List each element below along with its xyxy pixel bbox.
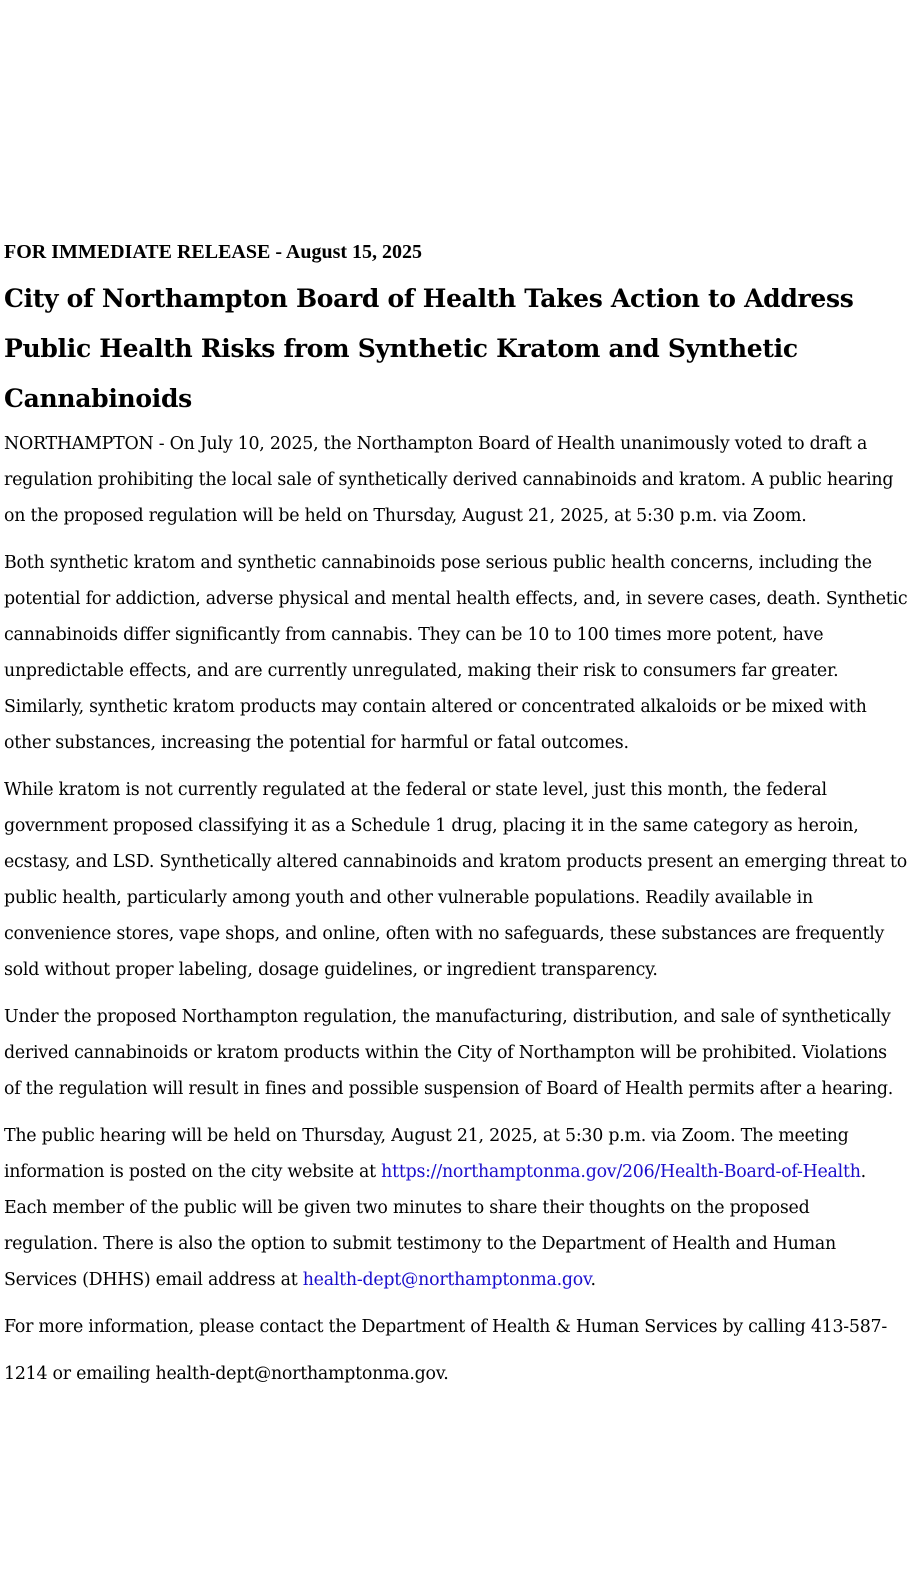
headline: City of Northampton Board of Health Takes Action to Address Public Health Risks from Synthetic Kratom and Synthetic Cannabinoids <box>4 284 854 413</box>
paragraph-regulation: Under the proposed Northampton regulation, the manufacturing, distribution, and sale of synthetically derived cannabinoids or kratom products within the City of Northampton will be prohibited. Violations of the regulation will result in fines and possible suspension of Board of Health permits after a hearing. <box>4 1007 894 1099</box>
paragraph-health-concerns: Both synthetic kratom and synthetic cannabinoids pose serious public health concerns, including the potential for addiction, adverse physical and mental health effects, and, in severe cases, death. Synthetic cannabinoids differ significantly from cannabis. They can be 10 to 100 times more potent, have unpredictable effects, and are currently unregulated, making their risk to consumers far greater. Similarly, synthetic kratom products may contain altered or concentrated alkaloids or be mixed with other substances, increasing the potential for harmful or fatal outcomes. <box>4 553 908 753</box>
paragraph-hearing-info <box>4 1118 908 1298</box>
hearing-text-b: . Each member of the public will be given two minutes to share their thoughts on the proposed regulation. There is also the option to submit testimony to the Department of Health and Human Services (DHHS) email address at <box>4 1162 866 1290</box>
paragraph-federal-status: While kratom is not currently regulated at the federal or state level, just this month, the federal government proposed classifying it as a Schedule 1 drug, placing it in the same category as heroin, ecstasy, and LSD. Synthetically altered cannabinoids and kratom products present an emerging threat to public health, particularly among youth and other vulnerable populations. Readily available in convenience stores, vape shops, and online, often with no safeguards, these substances are frequently sold without proper labeling, dosage guidelines, or ingredient transparency. <box>4 780 907 980</box>
hearing-text-a: The public hearing will be held on Thursday, August 21, 2025, at 5:30 p.m. via Zoom. The meeting information is posted on the city website at <box>4 1126 849 1182</box>
paragraph-intro: NORTHAMPTON - On July 10, 2025, the Northampton Board of Health unanimously voted to draft a regulation prohibiting the local sale of synthetically derived cannabinoids and kratom. A public hearing on the proposed regulation will be held on Thursday, August 21, 2025, at 5:30 p.m. via Zoom. <box>4 434 894 526</box>
press-release <box>4 238 908 1409</box>
release-date-line: FOR IMMEDIATE RELEASE - August 15, 2025 <box>4 241 423 263</box>
board-of-health-link[interactable]: https://northamptonma.gov/206/Health-Board-of-Health <box>381 1162 861 1182</box>
hearing-text-c: . <box>590 1270 596 1290</box>
health-dept-email-link[interactable]: health-dept@northamptonma.gov <box>302 1270 591 1290</box>
paragraph-contact: For more information, please contact the Department of Health & Human Services by calling 413-587-1214 or emailing health-dept@northamptonma.gov. <box>4 1317 887 1384</box>
